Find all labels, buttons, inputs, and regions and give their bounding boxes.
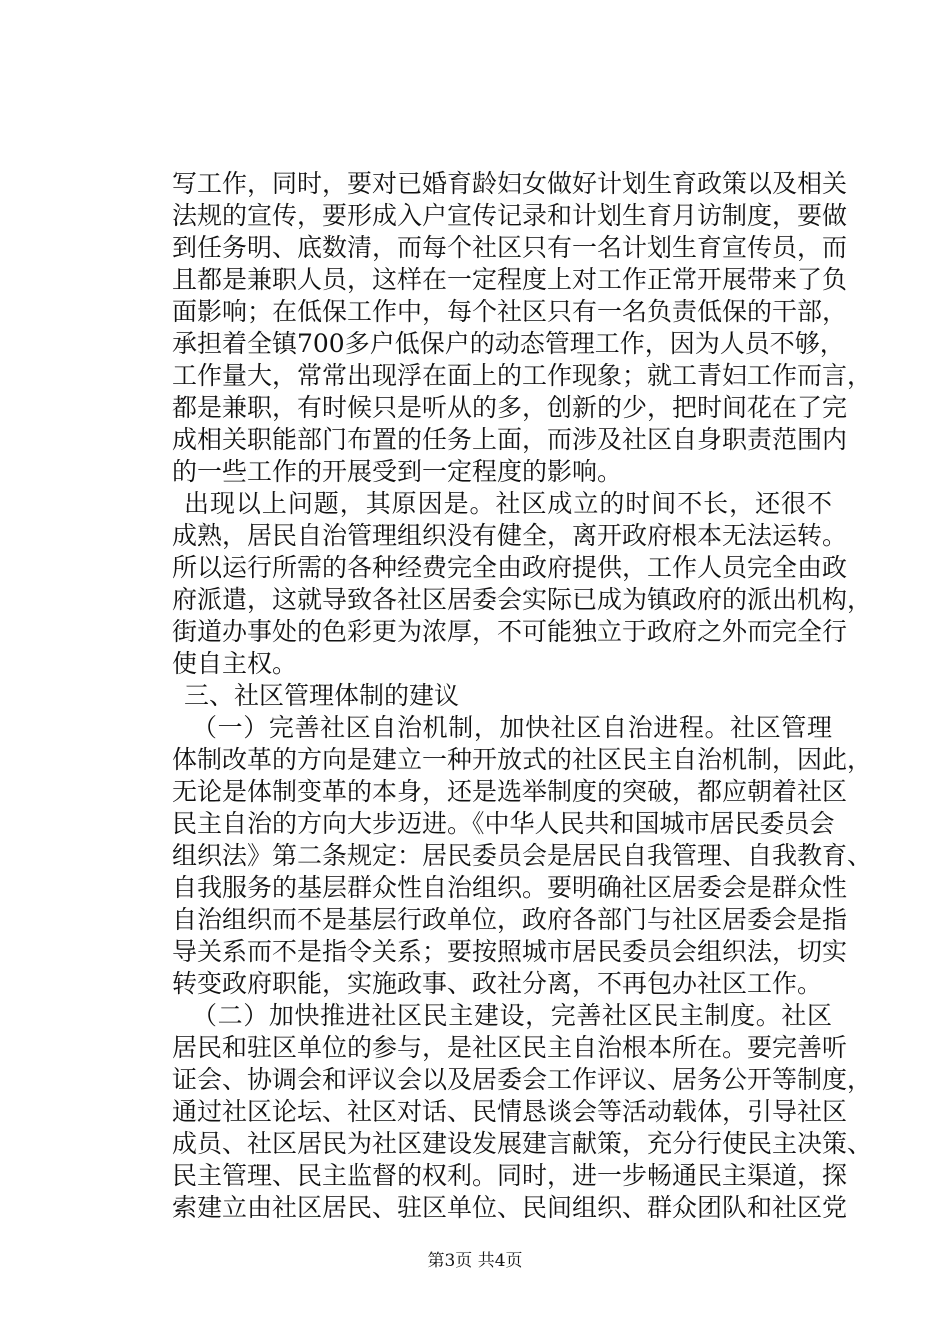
text-line: 府派遣，这就导致各社区居委会实际已成为镇政府的派出机构， — [172, 585, 873, 614]
text-line: 面影响；在低保工作中，每个社区只有一名负责低保的干部， — [172, 297, 848, 326]
text-line: 街道办事处的色彩更为浓厚，不可能独立于政府之外而完全行 — [172, 617, 848, 646]
text-line: 使自主权。 — [172, 649, 298, 678]
text-line: 工作量大，常常出现浮在面上的工作现象；就工青妇工作而言， — [172, 361, 873, 390]
text-line: 成相关职能部门布置的任务上面，而涉及社区自身职责范围内 — [172, 425, 848, 454]
text-line: 所以运行所需的各种经费完全由政府提供，工作人员完全由政 — [172, 553, 848, 582]
text-line: 成熟，居民自治管理组织没有健全，离开政府根本无法运转。 — [172, 521, 848, 550]
text-line: 导关系而不是指令关系；要按照城市居民委员会组织法，切实 — [172, 937, 848, 966]
text-line: 到任务明、底数清，而每个社区只有一名计划生育宣传员，而 — [172, 233, 848, 262]
paragraph-start-line: 出现以上问题，其原因是。社区成立的时间不长，还很不 — [184, 489, 832, 518]
paragraph-start-line: （二）加快推进社区民主建设，完善社区民主制度。社区 — [192, 1001, 832, 1030]
text-line: 的一些工作的开展受到一定程度的影响。 — [172, 457, 623, 486]
text-line: 证会、协调会和评议会以及居委会工作评议、居务公开等制度， — [172, 1065, 873, 1094]
text-line: 居民和驻区单位的参与，是社区民主自治根本所在。要完善听 — [172, 1033, 848, 1062]
text-line: 民主管理、民主监督的权利。同时，进一步畅通民主渠道，探 — [172, 1161, 848, 1190]
text-line: 民主自治的方向大步迈进。《中华人民共和国城市居民委员会 — [172, 809, 835, 838]
text-line: 转变政府职能，实施政事、政社分离，不再包办社区工作。 — [172, 969, 823, 998]
text-line: 承担着全镇700多户低保户的动态管理工作，因为人员不够， — [172, 329, 845, 358]
text-line: 自治组织而不是基层行政单位，政府各部门与社区居委会是指 — [172, 905, 848, 934]
text-line: 都是兼职，有时候只是听从的多，创新的少，把时间花在了完 — [172, 393, 848, 422]
text-line: 写工作，同时，要对已婚育龄妇女做好计划生育政策以及相关 — [172, 169, 848, 198]
text-line: 通过社区论坛、社区对话、民情恳谈会等活动载体，引导社区 — [172, 1097, 848, 1126]
paragraph-start-line: （一）完善社区自治机制，加快社区自治进程。社区管理 — [192, 713, 832, 742]
body-text — [172, 168, 873, 1224]
text-line: 索建立由社区居民、驻区单位、民间组织、群众团队和社区党 — [172, 1193, 848, 1222]
section-heading: 三、社区管理体制的建议 — [184, 681, 460, 710]
text-line: 法规的宣传，要形成入户宣传记录和计划生育月访制度，要做 — [172, 201, 848, 230]
text-line: 体制改革的方向是建立一种开放式的社区民主自治机制，因此， — [172, 745, 873, 774]
text-line: 且都是兼职人员，这样在一定程度上对工作正常开展带来了负 — [172, 265, 848, 294]
text-line: 无论是体制变革的本身，还是选举制度的突破，都应朝着社区 — [172, 777, 848, 806]
text-line: 成员、社区居民为社区建设发展建言献策，充分行使民主决策、 — [172, 1129, 873, 1158]
text-line: 自我服务的基层群众性自治组织。要明确社区居委会是群众性 — [172, 873, 848, 902]
page-footer: 第3页 共4页 — [427, 1251, 523, 1271]
text-line: 组织法》第二条规定：居民委员会是居民自我管理、自我教育、 — [172, 841, 873, 870]
